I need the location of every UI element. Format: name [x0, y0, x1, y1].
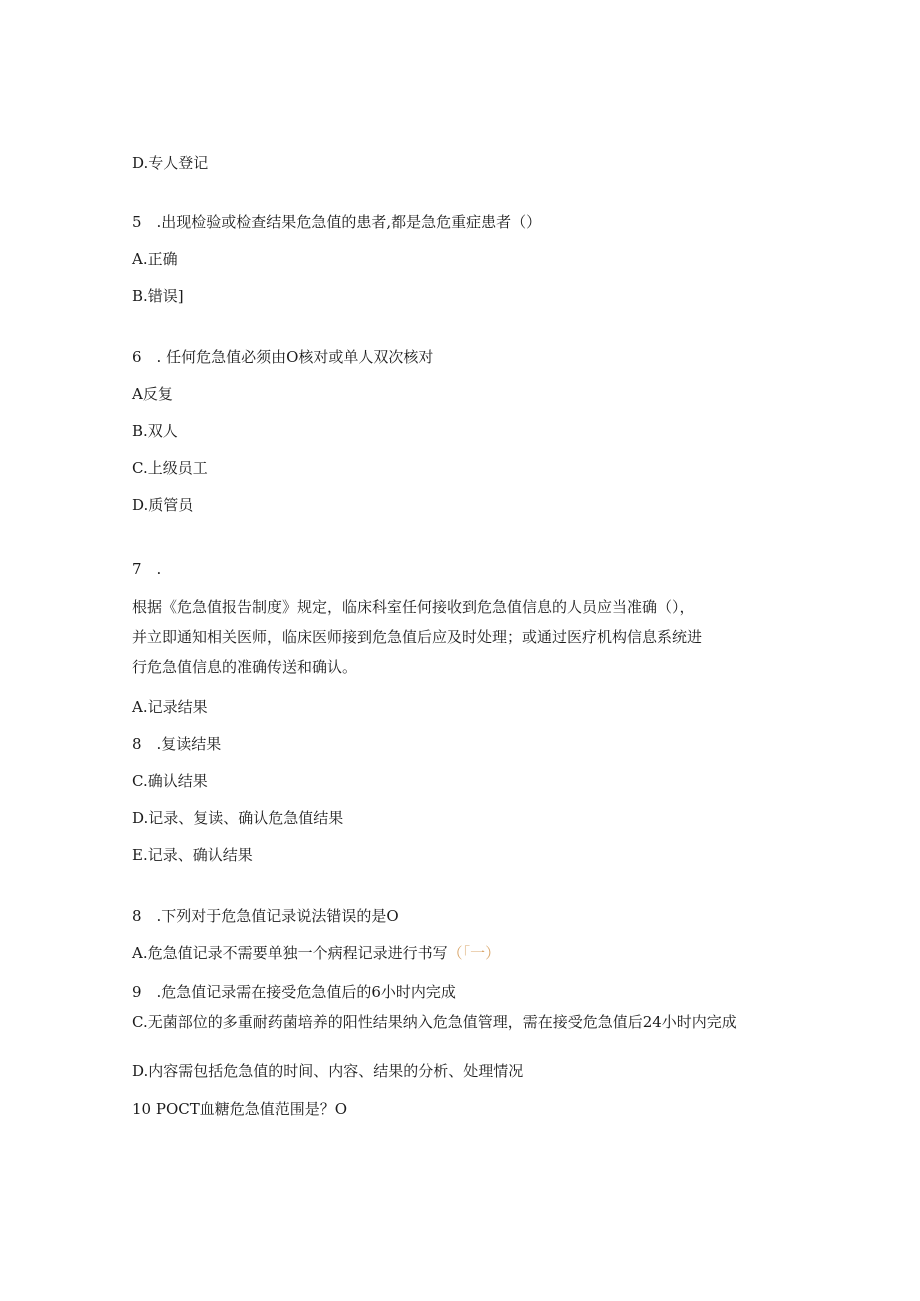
q6-option-d: D.质管员: [132, 496, 194, 514]
question-6: 6 . 任何危急值必须由O核对或单人双次核对: [132, 348, 434, 366]
question-7-line: 根据《危急值报告制度》规定，临床科室任何接收到危急值信息的人员应当准确（），: [132, 598, 695, 616]
question-7-line: 行危急值信息的准确传送和确认。: [132, 658, 358, 676]
q8-option-a-text: A.危急值记录不需要单独一个病程记录进行书写: [132, 944, 448, 962]
question-5: 5 .出现检验或检查结果危急值的患者,都是急危重症患者（）: [132, 213, 542, 231]
question-7-number: 7 .: [132, 560, 162, 578]
q6-option-a: A反复: [132, 385, 173, 403]
q8-option-c: C.无菌部位的多重耐药菌培养的阳性结果纳入危急值管理，需在接受危急值后24小时内完成: [132, 1013, 737, 1031]
question-7-text: [132, 592, 792, 682]
q7-option-c: C.确认结果: [132, 772, 208, 790]
q5-option-a: A.正确: [132, 250, 178, 268]
q8-option-a-annotation: （「一）: [447, 944, 501, 962]
q7-option-e: E.记录、确认结果: [132, 846, 253, 864]
q6-option-c: C.上级员工: [132, 459, 208, 477]
q4-option-d: D.专人登记: [132, 154, 209, 172]
q7-option-b: 8 .复读结果: [132, 735, 222, 753]
q6-option-b: B.双人: [132, 422, 178, 440]
question-8: 8 .下列对于危急值记录说法错误的是O: [132, 907, 399, 925]
question-7-line: 并立即通知相关医师，临床医师接到危急值后应及时处理；或通过医疗机构信息系统进: [132, 628, 703, 646]
question-10: 10 POCT血糖危急值范围是？O: [132, 1100, 348, 1118]
q7-option-a: A.记录结果: [132, 698, 208, 716]
q8-option-a: [132, 943, 500, 963]
q8-option-d: D.内容需包括危急值的时间、内容、结果的分析、处理情况: [132, 1062, 524, 1080]
q5-option-b: B.错误]: [132, 287, 184, 305]
q8-option-b: 9 .危急值记录需在接受危急值后的6小时内完成: [132, 983, 456, 1001]
q7-option-d: D.记录、复读、确认危急值结果: [132, 809, 344, 827]
